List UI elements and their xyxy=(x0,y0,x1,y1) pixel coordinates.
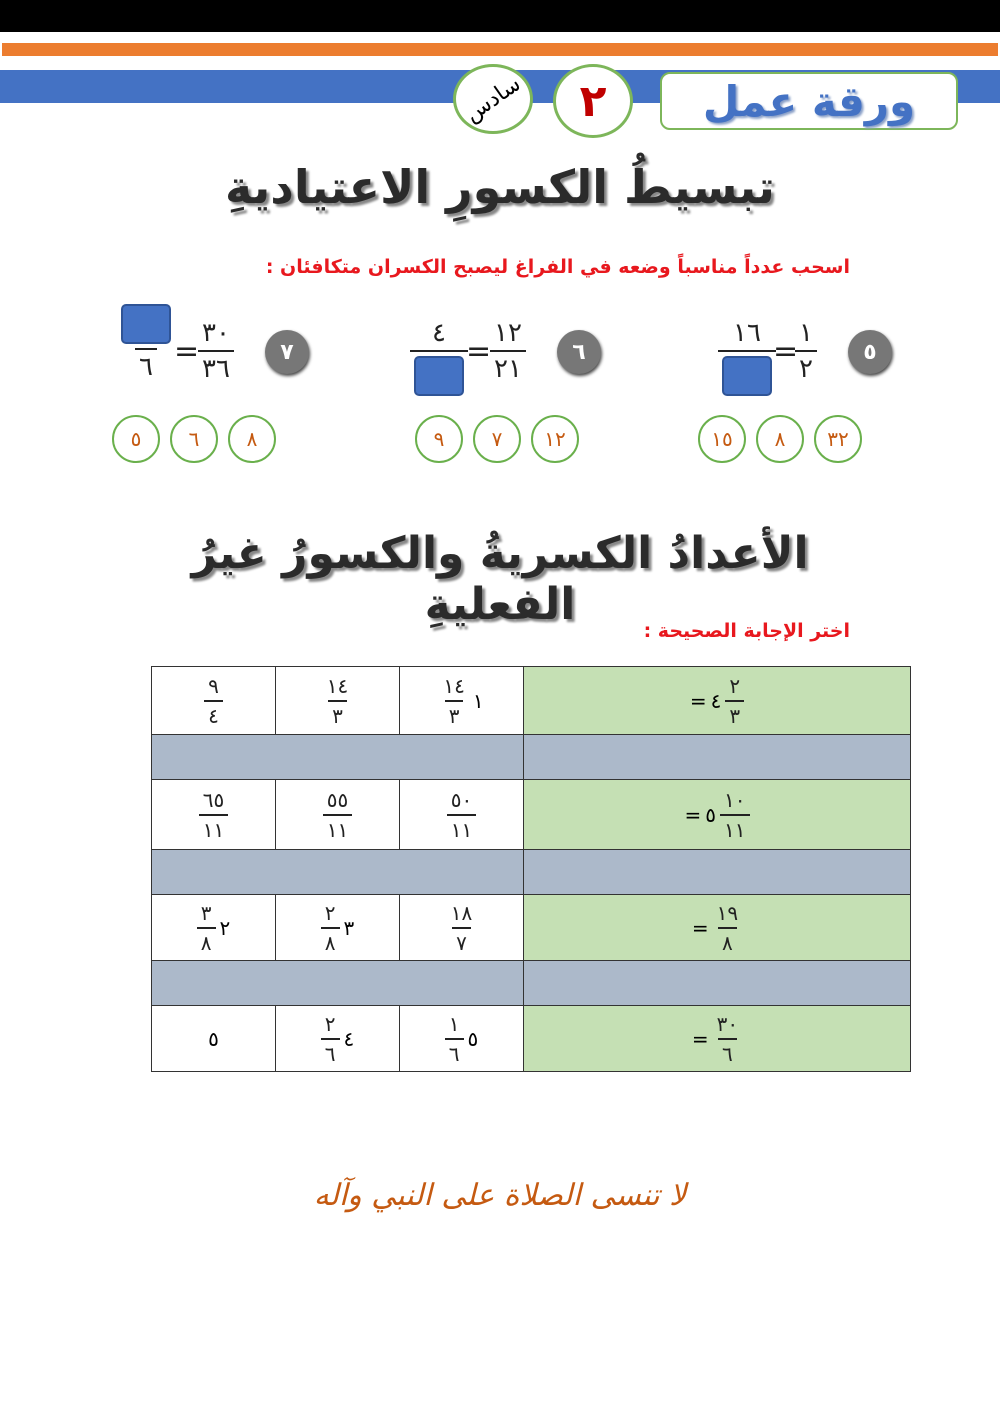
question-cell xyxy=(524,780,911,850)
numerator: ١٩ xyxy=(716,900,739,925)
denominator: ٦ xyxy=(718,1038,737,1064)
mixed-numbers-table xyxy=(151,666,911,1072)
answer-cell[interactable] xyxy=(152,667,276,735)
denominator: ١١ xyxy=(199,814,228,840)
equals-sign: = xyxy=(691,915,709,940)
q7-right-den: ٦ xyxy=(135,348,157,380)
whole-part: ٥ xyxy=(467,1026,479,1051)
answer-cell[interactable] xyxy=(400,667,524,735)
fraction xyxy=(713,900,742,955)
spacer-cell xyxy=(524,850,911,895)
numerator: ١ xyxy=(448,1011,460,1036)
q5-right-num: ١٦ xyxy=(733,318,761,348)
denominator: ١١ xyxy=(720,814,749,840)
fraction xyxy=(323,673,352,728)
numerator: ٥٥ xyxy=(326,787,349,812)
answer-drop-zone[interactable] xyxy=(152,850,524,895)
numerator: ٩ xyxy=(208,673,219,698)
q6-left-fraction xyxy=(490,320,526,382)
numerator: ٢ xyxy=(729,673,741,698)
whole-part: ٢ xyxy=(219,915,231,940)
denominator: ٨ xyxy=(718,927,737,953)
q5-left-num: ١ xyxy=(799,318,813,348)
question-cell xyxy=(524,895,911,961)
whole-part: ٣ xyxy=(343,915,355,940)
numerator: ١٤ xyxy=(443,673,465,698)
answer-drop-row xyxy=(152,735,911,780)
worksheet-title: ورقة عمل xyxy=(660,72,958,130)
q7-option-1[interactable]: ٨ xyxy=(228,415,276,463)
equals-sign: = xyxy=(684,802,702,827)
q5-drop-area xyxy=(718,350,776,396)
answer-cell[interactable] xyxy=(152,895,276,961)
orange-stripe xyxy=(2,43,998,56)
fraction xyxy=(204,673,223,728)
q7-drop-slot[interactable] xyxy=(121,304,171,344)
equals-sign: = xyxy=(691,1026,709,1051)
fraction xyxy=(321,900,340,955)
fraction xyxy=(720,787,749,842)
footer-blessing: لا تنسى الصلاة على النبي وآله xyxy=(313,1178,687,1213)
q5-option-2[interactable]: ٨ xyxy=(756,415,804,463)
answer-cell[interactable] xyxy=(152,780,276,850)
question-6-badge: ٦ xyxy=(557,330,601,374)
q6-option-1[interactable]: ١٢ xyxy=(531,415,579,463)
fraction xyxy=(197,900,216,955)
denominator: ٦ xyxy=(321,1038,340,1064)
denominator: ٣ xyxy=(725,700,744,726)
section2-heading: الأعدادُ الكسريةُ والكسورُ غيرُ الفعليةِ xyxy=(191,528,809,630)
answer-cell[interactable] xyxy=(400,1006,524,1072)
answer-cell[interactable] xyxy=(276,895,400,961)
fraction xyxy=(323,787,352,842)
whole-part: ٥ xyxy=(705,802,717,827)
answer-cell[interactable] xyxy=(276,667,400,735)
q7-left-num: ٣٠ xyxy=(202,318,230,348)
q6-left-num: ١٢ xyxy=(494,318,522,348)
spacer-cell xyxy=(524,735,911,780)
answer-drop-row xyxy=(152,850,911,895)
question-cell xyxy=(524,1006,911,1072)
spacer-cell xyxy=(524,961,911,1006)
q5-option-1[interactable]: ٣٢ xyxy=(814,415,862,463)
fraction xyxy=(447,900,476,955)
q6-drop-area xyxy=(410,350,468,396)
numerator: ٣٠ xyxy=(716,1011,739,1036)
fraction xyxy=(199,787,228,842)
table-row xyxy=(152,1006,911,1072)
q7-left-den: ٣٦ xyxy=(198,350,234,382)
table-row xyxy=(152,780,911,850)
numerator: ١٨ xyxy=(450,900,473,925)
q7-drop-area xyxy=(117,304,175,348)
whole-part: ٤ xyxy=(343,1026,355,1051)
denominator: ٣ xyxy=(445,700,464,726)
fraction xyxy=(439,673,468,728)
numerator: ١٤ xyxy=(326,673,349,698)
denominator: ١١ xyxy=(447,814,476,840)
numerator: ٥٠ xyxy=(450,787,473,812)
whole-part: ٤ xyxy=(710,688,722,713)
fraction xyxy=(321,1011,340,1066)
q5-equals: = xyxy=(773,334,799,369)
answer-cell[interactable] xyxy=(400,895,524,961)
q6-right-num: ٤ xyxy=(432,318,446,348)
answer-cell[interactable] xyxy=(152,1006,276,1072)
q7-left-fraction xyxy=(198,320,234,382)
whole-part: ١ xyxy=(472,688,484,713)
q7-equals: = xyxy=(174,334,200,369)
whole-part: ٥ xyxy=(208,1026,219,1051)
answer-cell[interactable] xyxy=(276,780,400,850)
answer-drop-zone[interactable] xyxy=(152,961,524,1006)
question-7-badge: ٧ xyxy=(265,330,309,374)
numerator: ٢ xyxy=(324,900,336,925)
q6-right-fraction xyxy=(410,320,468,396)
denominator: ٨ xyxy=(321,927,340,953)
top-black-bar xyxy=(0,0,1000,32)
section1-heading: تبسيطُ الكسورِ الاعتياديةِ xyxy=(225,160,775,214)
q5-left-fraction xyxy=(795,320,817,382)
q5-drop-slot[interactable] xyxy=(722,356,772,396)
q6-left-den: ٢١ xyxy=(490,350,526,382)
fraction xyxy=(725,673,744,728)
section2-instruction: اختر الإجابة الصحيحة : xyxy=(643,620,850,642)
q5-left-den: ٢ xyxy=(795,350,817,382)
numerator: ٣ xyxy=(200,900,212,925)
fraction xyxy=(713,1011,742,1066)
table-row xyxy=(152,895,911,961)
q5-right-fraction xyxy=(718,320,776,396)
fraction xyxy=(445,1011,464,1066)
q6-option-2[interactable]: ٧ xyxy=(473,415,521,463)
denominator: ٧ xyxy=(452,927,471,953)
worksheet-number: ٢ xyxy=(553,64,633,138)
q6-option-3[interactable]: ٩ xyxy=(415,415,463,463)
denominator: ٨ xyxy=(197,927,216,953)
answer-drop-row xyxy=(152,961,911,1006)
denominator: ٦ xyxy=(445,1038,464,1064)
answer-drop-zone[interactable] xyxy=(152,735,524,780)
denominator: ٣ xyxy=(328,700,347,726)
q7-option-2[interactable]: ٦ xyxy=(170,415,218,463)
question-5-badge: ٥ xyxy=(848,330,892,374)
grade-text: سادس xyxy=(460,71,526,127)
denominator: ١١ xyxy=(323,814,352,840)
section1-instruction: اسحب عدداً مناسباً وضعه في الفراغ ليصبح الكسران متكافئان : xyxy=(265,256,850,278)
question-cell xyxy=(524,667,911,735)
numerator: ٢ xyxy=(324,1011,336,1036)
numerator: ٦٥ xyxy=(202,787,225,812)
grade-label xyxy=(453,64,533,134)
denominator: ٤ xyxy=(204,700,223,726)
q5-option-3[interactable]: ١٥ xyxy=(698,415,746,463)
equals-sign: = xyxy=(689,688,707,713)
q7-option-3[interactable]: ٥ xyxy=(112,415,160,463)
answer-cell[interactable] xyxy=(400,780,524,850)
q7-right-fraction xyxy=(117,304,175,380)
answer-cell[interactable] xyxy=(276,1006,400,1072)
q6-equals: = xyxy=(466,334,492,369)
fraction xyxy=(447,787,476,842)
table-row xyxy=(152,667,911,735)
q6-drop-slot[interactable] xyxy=(414,356,464,396)
numerator: ١٠ xyxy=(724,787,746,812)
